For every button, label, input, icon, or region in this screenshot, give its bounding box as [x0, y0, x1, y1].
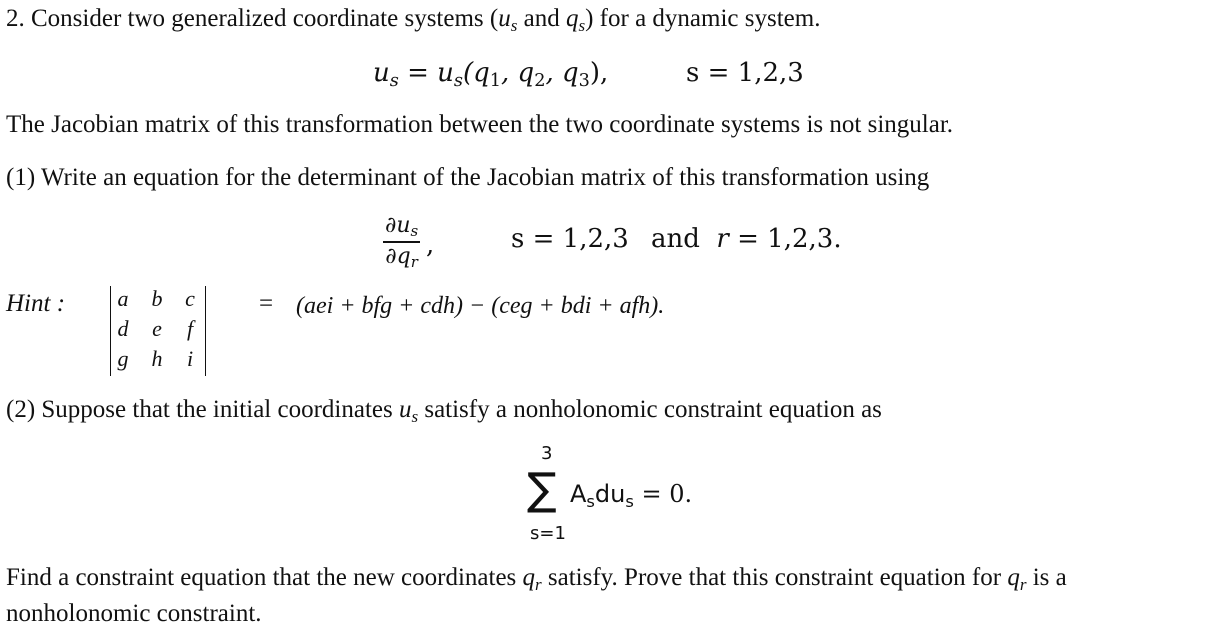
matrix-cell: a: [117, 286, 129, 311]
matrix-cell: c: [185, 286, 195, 311]
eq1-args-open: (q: [462, 58, 490, 88]
fraction-denominator-sub: r: [410, 253, 418, 272]
matrix-cell: h: [151, 346, 163, 371]
part2-instruction: [6, 395, 882, 427]
hint-equals: =: [259, 290, 274, 317]
equation-transformation: [373, 58, 608, 91]
q-symbol: q: [565, 5, 579, 32]
constraint-equation: [570, 479, 692, 512]
matrix-cell: d: [117, 316, 129, 341]
eq2-and: and: [651, 224, 700, 254]
eq1-range: [686, 58, 804, 88]
matrix-cell: i: [186, 346, 194, 371]
eq1-lhs-sub: s: [389, 71, 399, 92]
u-subscript: s: [510, 16, 518, 36]
matrix-cell: e: [152, 316, 162, 341]
final-q-sub-2: r: [1019, 575, 1027, 595]
eq1-arg2: 2: [534, 71, 546, 92]
fraction-comma: ,: [426, 230, 435, 260]
eq1-comma2: , q: [545, 58, 579, 88]
eq3-du: du: [594, 480, 626, 508]
q-subscript: s: [578, 16, 586, 36]
part2-u-sub: s: [411, 407, 419, 427]
eq3-du-sub: s: [625, 491, 634, 511]
matrix-cell: f: [186, 316, 194, 341]
part2-u-symbol: u: [398, 396, 412, 423]
final-q-symbol-2: q: [1007, 564, 1020, 591]
eq2-r-var: r: [716, 224, 729, 254]
final-line2: nonholonomic constraint.: [6, 600, 262, 627]
final-instruction: [6, 563, 1067, 595]
final-mid: satisfy. Prove that this constraint equation for: [541, 564, 1008, 591]
eq1-rhs-u: u: [437, 58, 454, 88]
final-prefix: Find a constraint equation that the new coordinates: [6, 564, 523, 591]
eq1-arg3: 3: [578, 71, 590, 92]
final-q-symbol: q: [522, 564, 536, 591]
eq1-lhs: u: [373, 58, 390, 88]
eq2-range-r: [651, 224, 842, 254]
matrix-cell: b: [151, 286, 163, 311]
part2-suffix: satisfy a nonholonomic constraint equation as: [418, 396, 882, 423]
hint-expansion: (aei + bfg + cdh) − (ceg + bdi + afh).: [296, 293, 665, 319]
hint-label: Hint :: [6, 290, 66, 317]
eq1-close: ),: [589, 58, 609, 88]
intro-text-prefix: 2. Consider two generalized coordinate systems (: [6, 5, 499, 32]
eq3-A-sub: s: [586, 491, 595, 511]
eq1-equals: =: [398, 58, 438, 88]
part2-prefix: (2) Suppose that the initial coordinates: [6, 396, 399, 423]
sum-upper-limit: 3: [541, 443, 553, 464]
final-suffix: is a: [1026, 564, 1067, 591]
fraction-denominator: ∂q: [385, 244, 411, 269]
intro-text-suffix: ) for a dynamic system.: [585, 5, 821, 32]
fraction-numerator: ∂u: [385, 213, 411, 238]
intro-text-mid: and: [517, 5, 566, 32]
eq1-arg1: 1: [489, 71, 502, 92]
sum-lower-limit: s=1: [530, 523, 566, 544]
problem-intro: [6, 4, 820, 36]
partial-derivative-fraction: [383, 214, 420, 270]
u-symbol: u: [498, 5, 511, 32]
fraction-numerator-sub: s: [410, 222, 419, 241]
summation-sigma: ∑: [527, 464, 557, 515]
eq1-range-text: s = 1,2,3: [686, 58, 804, 88]
eq2-range-s: s = 1,2,3: [511, 224, 629, 254]
eq1-comma1: , q: [501, 58, 535, 88]
eq1-rhs-sub: s: [453, 71, 463, 92]
final-q-sub: r: [535, 575, 542, 595]
eq2-r-range: = 1,2,3.: [728, 224, 842, 254]
hint-determinant-matrix: [110, 286, 206, 376]
jacobian-statement: The Jacobian matrix of this transformation between the two coordinate systems is not singular.: [6, 111, 954, 138]
part1-instruction: (1) Write an equation for the determinant of the Jacobian matrix of this transformation using: [6, 164, 930, 191]
eq3-A: A: [570, 480, 587, 508]
matrix-cell: g: [117, 346, 129, 371]
eq3-rhs: = 0.: [633, 480, 693, 508]
